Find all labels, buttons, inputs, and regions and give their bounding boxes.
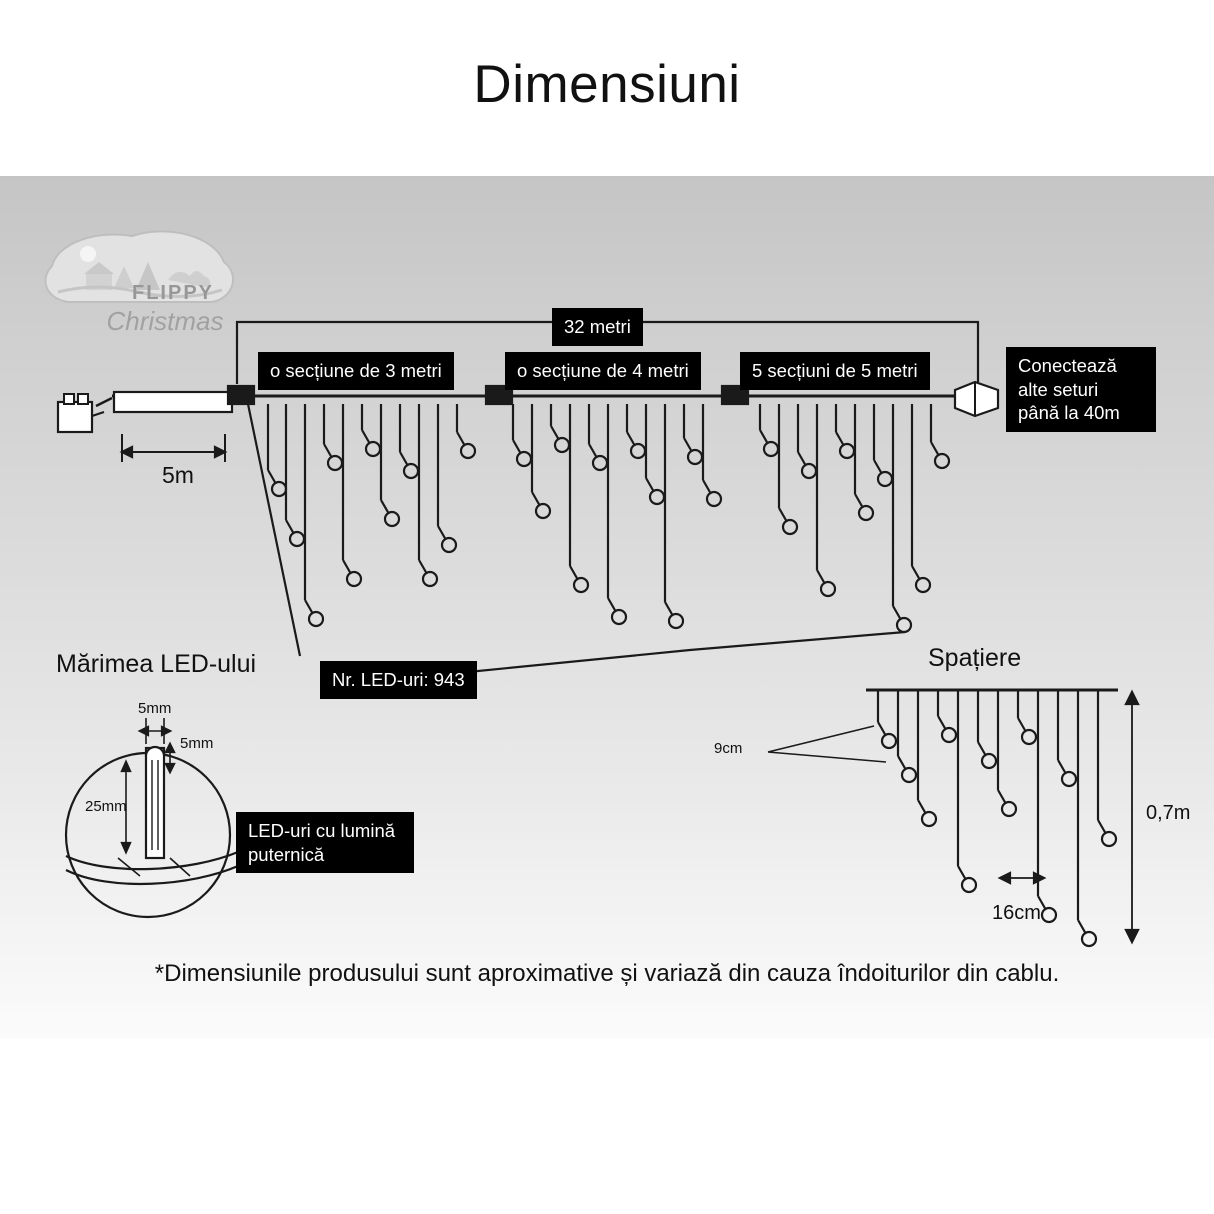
heading-spacing: Spațiere bbox=[928, 644, 1022, 672]
label-led-length: 25mm bbox=[85, 798, 127, 815]
tag-led-bright: LED-uri cu lumină puternică bbox=[236, 812, 414, 873]
tag-connect-note: Conectează alte seturi până la 40m bbox=[1006, 347, 1156, 432]
tag-led-count: Nr. LED-uri: 943 bbox=[320, 661, 477, 699]
tag-section-4m: o secțiune de 4 metri bbox=[505, 352, 701, 390]
tag-section-3m: o secțiune de 3 metri bbox=[258, 352, 454, 390]
tag-total-length: 32 metri bbox=[552, 308, 643, 346]
label-spacing-9cm: 9cm bbox=[714, 740, 743, 757]
footnote: *Dimensiunile produsului sunt aproximative și variază din cauza îndoiturilor din cablu. bbox=[154, 960, 1060, 987]
logo-text-flippy: FLIPPY bbox=[131, 282, 214, 304]
label-lead-5m: 5m bbox=[162, 462, 194, 488]
heading-led-size: Mărimea LED-ului bbox=[56, 650, 257, 678]
page-title: Dimensiuni bbox=[473, 55, 741, 114]
label-spacing-07m: 0,7m bbox=[1146, 802, 1191, 824]
logo-text-christmas: Christmas bbox=[106, 306, 224, 336]
label-led-height: 5mm bbox=[180, 735, 214, 752]
label-led-width: 5mm bbox=[138, 700, 172, 717]
tag-section-5m: 5 secțiuni de 5 metri bbox=[740, 352, 930, 390]
label-spacing-16cm: 16cm bbox=[992, 902, 1041, 924]
brand-logo bbox=[28, 222, 252, 354]
